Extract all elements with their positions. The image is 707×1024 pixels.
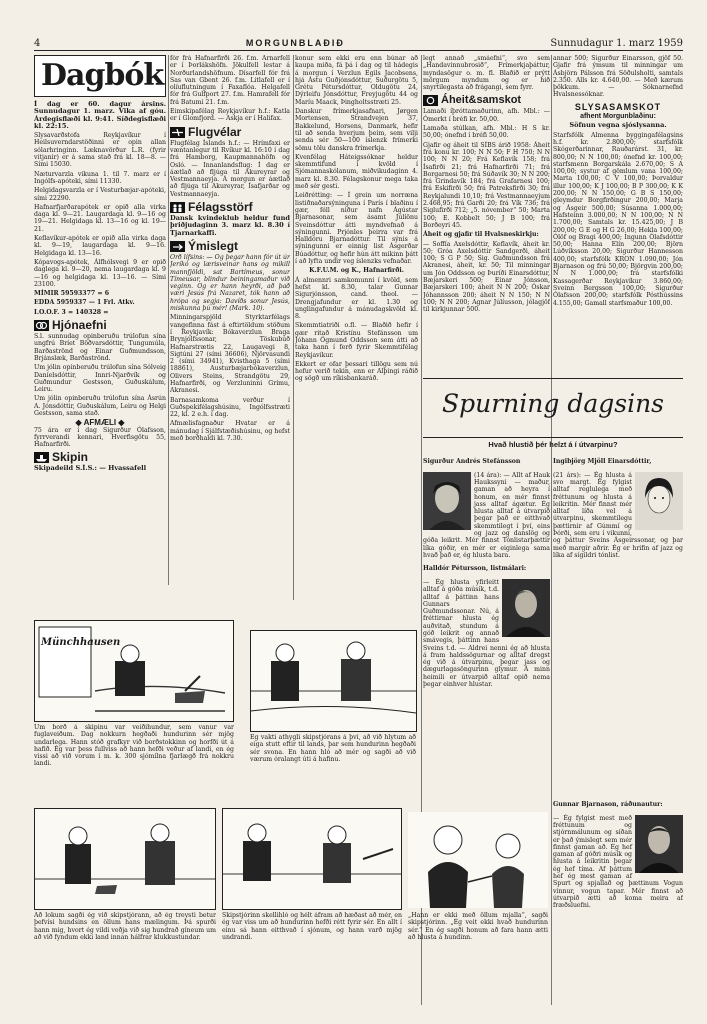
column-rule: [168, 55, 169, 585]
column-dagbok: [34, 55, 166, 585]
comic-panel-5: [408, 812, 548, 908]
answer3-text: (21 árs): — Ég hlusta á svo margt. Ég fylgist alltaf reglulega með fréttunum og hlusta á leikritin. Mér finnst mér alltaf líða vel á útvarpinu, skemmtilegu þættirnir af Gúmmí og Þórði, sem eru í vikunni, og þáttur Sveins Ásgeirssonar, og þar með margir aðrir. Ég er hrifin af jazz og líka af sígildri tónlist.: [553, 471, 683, 559]
people-icon: [170, 202, 185, 213]
slysasamskot-list: Starfsfólk Almenna byggingafélagsins h.f. kr. 2.800,00; starfsfólk Skógerðarinnar, Rauðarárst. 31, kr. 800,00; N N 100,00; ónefnd kr. 100,00; starfsmenn Borgarskála 2.670,00; S A 100,00; systur af gömlum vana 100,00; Marta 100,00; C V 100,00; Þorvaldur illur 100,00; K J 100,00; B P 300,00; K K 200,00; N N 150,00; G B S 150,00; gleymdur Borgfirðingur 200,00; Marja og Ásgeir 500,00; Súsanna 1.000,00; Hafsteinn 3.000,00; N N 100,00; N N 1.700,00; Samtals kr. 15.425,00; J B 200,00; G E og H G 26,00; Hekla 100,00; Ólöf og Bragi 400,00; Ingunn Ólafsdóttir 50,00; Hanna Elín 200,00; Björn Lúðvíksson 20,00; Sigurður Hannesson 400,00; starfsfólk KRON 1.090,00; Jón Bjarnason og frú 50,00; Björgvin 200,00; N N 1.000,00; frá starfsfólki Kassagerðar Reykjavíkur 3.860,00; Sveinn Bergsson 100,00; Sigurður Ólafsson 200,00; starfsfólk Pósthússins 4.155,00; Gamall starfsmaður 100,00.: [553, 131, 683, 307]
comic-drawing-1: [35, 621, 233, 721]
comic-panel-4: [222, 808, 402, 910]
felagsstorf-label: Félagsstörf: [188, 199, 253, 214]
skipadeild-continued: fór frá Hafnarfirði 26. f.m. Arnarfell er í Þorlákshöfn. Jökulfell lestar á Norðurlandshöfnum. Dísarfell fór frá Sas van Gbent 26. f.m. Litlafell er í olíuflutningum í Faxaflóa. Helgafell fór frá Gulfport 27. f.m. Hamrafell fór frá Batumi 21. f.m.: [170, 55, 290, 106]
hafnarfjordur-apotek: Hafnarfjarðarapótek er opið alla virka daga kl. 9—21. Laugardaga kl. 9—16 og 19—21. Helgidaga kl. 13—16 og kl. 19—21.: [34, 203, 166, 233]
column-rule: [551, 55, 552, 1005]
naeturvarsla: Næturvarzla vikuna 1. til 7. marz er í Ingólfs-apóteki, sími 11330.: [34, 170, 166, 185]
dagbok-title: Dagbók: [41, 58, 164, 94]
spurning-banner: [423, 378, 683, 438]
comic-caption-1: Um borð á skipinu var veiðihundur, sem vanur var fuglaveiðum. Dag nokkurn hegðaði hundurinn sér mjög undarlega. Hann stóð grafkyr við borðstokkinn og horfði út á hafið. Ég var þess fullviss að hann hefði veður af landi, en ég vissi að við vorum í m. k. 300 sjómílna fjarlægð frá nokkru landi.: [34, 724, 234, 768]
header-rule: [34, 50, 683, 51]
comic-title: Münchhausen: [41, 637, 121, 648]
col3-p1: konur sem ekki eru enn búnar að kaupa miða, fá þá í dag og til hádegis á morgun í Verzlun Egils Jacobsens, hjá Ástu Guðjónsdóttur, Suðurgötu 5, Grétu Pétursdóttur, Oldugötu 24, Dýrleifu Jónsdóttur, Freyjugötu 44 og Maríu Maack, Þingholtsstræti 25.: [295, 55, 418, 106]
hjonaefni-p3: Um jólin opinberuðu trúlofun sína Ásrún A. Jónsdóttir, Guðuskálum, Leiru og Helgi Gestsson, sama stað.: [34, 395, 166, 417]
mimir-notice: MÍMIR 59593377 = 6: [34, 290, 110, 298]
flugvelar-label: Flugvélar: [188, 124, 242, 139]
portrait-photo: [423, 472, 471, 530]
comic-caption-5: „Hann er ekki með öllum mjalla“, sagði skipstjórinn. „Ég veit ekki hvað hundurinn sér.“ En ég sagði honum að fara hann ætti að hlusta á hundinn.: [408, 912, 548, 941]
col3-p-last: Ekkert er ofar þessari tillögu sem nú hefur verið tekin, enn er Alþingi ráðið og sögð um ríkisbankaráð.: [295, 360, 418, 383]
airplane-icon: [170, 127, 185, 138]
dagbok-banner: [34, 55, 166, 97]
answer1-text: (14 ára): — Allt af Hauk Haukssyni — maður, gaman að heyra í honum, en mér finnst jass alltaf ágætur. Ég hlusta alltaf á útvarpið þegar það er eitthvað skemmtilegt í því, eins og jazz og danslög og góða leikrit. Mér finnst Tónlistarþættir líka góðir, en mér er eiginlega sama hvað það er, ég hlusta bara.: [423, 471, 550, 559]
column-aheit: [423, 55, 550, 373]
col4-p1: legt annað „smáefni“, svo sem „Handavinnubrosið“, Frímerkjaþáttur, myndasögur o. m. fl. Blaðið er prýtt mörgum myndum og er hið snyrtilegasta að frágangi, sem fyrr.: [423, 55, 550, 92]
afmaeli-label: AFMÆLI: [83, 418, 117, 428]
page-header: [34, 36, 683, 50]
aheit-label: Áheit&samskot: [441, 94, 522, 107]
hand-icon: [170, 241, 185, 252]
slysavardstofa: Slysavarðstofa Reykjavíkur í Heilsuverndarstöðinni er opin allan sólarhringinn. Læknavörður L.R. (fyrir vitjanir) er á sama stað frá kl. 18—8. — Sími 15030.: [34, 132, 166, 169]
afmaelisfagnadur-text: Afmælisfagnaður Hvatar er á mánudag í Sjálfstæðishúsinu, og hefst með borðhaldi kl. 7.30.: [170, 420, 290, 443]
hvalsneskirkja-text: — Soffía Axelsdóttir, Keflavík, áheit kr. 50; Gróa Axelsdóttir Sandgerði, áheit 100; S G P 50; Sig. Guðmundsson frá Akranesi, áheit, kr. 50; Til minningar um Jón Oddsson og Þuríði Einarsdóttur, Bæjarskeri 500; Einar Jónsson, Bæjarskeri 100; áheit N N 200; Óskar Jóhannsson 200; áheit N N 150; N N 100; N N 200; Agnar Júlíusson, jólagjöf til kirkjunnar 500.: [423, 240, 550, 314]
skipin-heading: [34, 452, 166, 463]
iof-notice: I.O.O.F. 3 = 140328 =: [34, 308, 109, 316]
hjonaefni-p2: Um jólin opinberuðu trúlofun sína Sólveig Daníelsdóttir, Innri-Njarðvík og Guðmundur Gestsson, Guðuskálum, Leiru.: [34, 364, 166, 394]
edda-notice: EDDA 5959337 — 1 Frl. Atkv.: [34, 299, 135, 307]
issue-date: Sunnudagur 1. marz 1959: [550, 37, 683, 49]
kfum-heading: K.F.U.M. og K., Hafnarfirði.: [309, 267, 404, 275]
answer2-text: — Ég hlusta yfirleitt alltaf á góða músík, t.d. alltaf á þáttinn hans Gunnars Guðmundssonar. Nú, á fréttirnar hlusta ég auðvitað, stundum á góð leikrit og annað smávegis, þáttinn hans Sveins t.d. — Aldrei nenni ég að hlusta á fram haldssögurnar og alltaf dregst ég við á útvarpinu, þegar jass og dægurlagasöngurinn glymur. Á minn heimili er útvarpið alltaf opið nema þegar einhver hlustar.: [423, 578, 550, 689]
rings-icon: [34, 320, 49, 331]
comic-caption-2: Ég vakti athygli skipstjórans á því, að við hlytum að eiga stutt eftir til lands, þar sem hundurinn hegðaði sér svona. En hann hló að mér og sagði að við værum óralangt úti á hafinu.: [250, 734, 416, 763]
minningarspjold-text: Minningarspjöld Styrktarfélags vangefinna fást á eftirtöldum stöðum í Reykjavík: Bókaverzlun Braga Brynjólfssonar, Töskubúð Hafnarstrætis 22, Laugavegi 8, Sigtúni 27 (sími 36606), Njörvasundi 2 (sími 34941), Kvisthaga 5 (sími 18861), Austurbæjarbókaverzlun, Olivers Steins, Strandgötu 29, Hafnarfirði, og Verzluninni Grímu, Akranesi.: [170, 314, 290, 395]
dagbok-intro: Í dag er 60. dagur ársins. Sunnudagur 1. marz. Vika af góu. Árdegisflæði kl. 9:41. Síðdegisflæði kl. 22:15.: [34, 100, 166, 130]
answer1-name: Sigurður Andrés Stefánsson: [423, 458, 521, 466]
afmaeli-text: 75 ára er í dag Sigurður Ólafsson, fyrrverandi kennari, Hverfisgötu 55, Hafnarfirði.: [34, 426, 166, 449]
comic-drawing-5: [408, 812, 548, 908]
answer4-name: Gunnar Bjarnason, ráðunautur:: [553, 801, 663, 809]
felagsstorf-heading: [170, 199, 290, 214]
woman-photo-icon: [635, 472, 683, 530]
comic-caption-4: Skipstjórinn skellihló og hélt áfram að hæðast að mér, en ég var viss um að hundurinn hefði rétt fyrir sér. En allt í einu sá hann eitthvað í sjónum, og hann varð mjög undrandi.: [222, 912, 402, 941]
spurning-column-left: [423, 452, 550, 787]
comic-panel-3: [34, 808, 216, 910]
col3-p2: Danskur frímerkjasafnari, Jørgen Mortensen, Strandvejen 37, Bakkelund, Horsens, Danmark, hefir til að senda hverjum þeim, sem vilji senda sér 50—100 íslenzk frímerki sömu tölu danskra frímerkja.: [295, 108, 418, 152]
comic-panel-1: [34, 620, 234, 722]
ymislegt-label: Ýmislegt: [188, 238, 239, 253]
spurning-question: Hvað hlustið þér helzt á í útvarpinu?: [488, 440, 618, 449]
spurning-title: Spurning dagsins: [442, 389, 664, 418]
kfum-text: Á almennri samkomunni í kvöld, sem hefst kl. 8.30, talar Gunnar Sigurjónsson, cand. theol. — Drengjafundur er kl. 1.30 og unglingafundur á mánudagskvöld kl. 8.: [295, 276, 418, 321]
hjonaefni-p1: S.l. sunnudag opinberuðu trúlofun sína ungfrú Bríet Böðvarsdóttir, Tungumúla, Barðaströnd og Einar Guðmundsson, Brjánslæk, Barðaströnd.: [34, 333, 166, 362]
afmaeli-heading: [34, 419, 166, 426]
answer2-name: Halldór Pétursson, listmálari:: [423, 565, 527, 573]
barnasamkoma-text: Barnasamkoma verður í Guðspekifélagshúsinu, Ingólfsstræti 22, kl. 2 e.h. í dag.: [170, 396, 290, 419]
diamond-icon: ◆: [116, 418, 125, 428]
column-misc: [295, 55, 418, 600]
hvalsneskirkja-heading: Áheit og gjafir til Hvalsneskirkju:: [423, 231, 539, 239]
gjafir-sibs-text: Gjafir og áheit til SÍBS árið 1958: Áheit frá konu kr. 100; N N 50; F H 750; N N 100; N N 20; Frá Keflavík 158; frá Ísafirði 21; frá Hafnarfirði 71; frá Borgarnesi 50; frá Súðavík 30; N N 200; frá Grindavík 184; frá Grafarnesi 100; frá Eskifirði 50; frá Patreksfirði 30; frá Reykjalundi 10,10; frá Vestmannaeyjum 2.468,95; frá Garði 20; frá Vík 736; frá Siglufirði 712; „5. nóvember“ 50; Marta 100; E. Kobbelt 50; J B 100; frá Borðeyri 45.: [423, 141, 550, 229]
hjonaefni-label: Hjónaefni: [52, 317, 107, 332]
comic-drawing-3: [35, 809, 215, 909]
kvenfelag-notice: Kvenfélag Háteigssóknar heldur skemmtifund í kvöld í Sjómannaskólanum, miðvikudaginn 4. marz kl. 8.30. Félagskonur mega taka með sér gesti.: [295, 153, 418, 191]
spurning-column-right: [553, 452, 683, 787]
column-notices: [170, 55, 290, 585]
column-rule: [293, 55, 294, 600]
comic-drawing-2: [251, 631, 416, 731]
comic-drawing-4: [223, 809, 401, 909]
column-slysasamskot: [553, 55, 683, 365]
flugvelar-heading: [170, 124, 290, 139]
spurning-column-bottom: [553, 795, 683, 1007]
helgidagsvarsla: Helgidagsvarzla er í Vesturbæjar-apóteki, sími 22290.: [34, 187, 166, 202]
slysasamskot-sub: afhent Morgunblaðinu:: [580, 113, 656, 121]
col5-p1: annar 500; Sigurður Einarsson, gjöf 50. Gjafir frá ýmsum til minningar um Ásbjörn Pálsson frá Söðulsholti, samtals 2.350. Alls kr. 4.640,00. — Með kærum þökkum. — Sóknarnefnd Hvalsnessóknar.: [553, 55, 683, 99]
portrait-photo: [635, 472, 683, 530]
flugvelar-text: Flugfélag Íslands h.f.: — Hrímfaxi er væntanlegur til Rvíkur kl. 16:10 í dag frá Hamborg, Kaupmannahöfn og Osló. — Innanlandsflug: Í dag er áætlað að fljúga til Akureyrar og Vestmannaeyja. Á morgun er áætlað að fljúga til Akureyrar, Ísafjarðar og Vestmannaeyja.: [170, 139, 290, 198]
masthead: MORGUNBLAÐIÐ: [245, 38, 345, 48]
boy-photo-icon: [423, 472, 471, 530]
lamadi-text: Lamaði íþróttamaðurinn, afh. Mbl.: — Ómerkt í bréfi kr. 50,00.: [423, 108, 550, 123]
answer4-text: — Ég fylgist mest með fréttunum og stjórnmálunum og síðan er það ýmislegt sem mér finnst gaman að. Ég hef gaman af góðri músík og hlusta á leikritin þegar ég hef tíma. Af þáttum hef ég mest gaman af Spurt og spjallað og þættinum Vogun vinnur, vogun tapar. Mér finnst að útvarpið ætti að koma meira af fræðsluefni.: [553, 814, 683, 910]
ship-icon: [34, 452, 49, 463]
portrait-photo: [502, 579, 550, 637]
leidretting-notice: Leiðrétting: — Í grein um norræna listiðnaðarsýninguna í París í blaðinu í gær, féll niður nafn Ágústar Bjarnasonar, sem ásamt Júlíönu Sveinsdóttur átti myndvefnað á sýningunni. Prjónles þeirra var frá Halldóru Bjarnadóttur. Til sýnis á sýningunni er einnig list Ásgerðar Búadóttur, og hefir hún átt mikinn þátt í að lyfta undir veg íslenzks vefnaðar.: [295, 192, 418, 266]
aheit-heading: [423, 95, 550, 106]
hjonaefni-heading: [34, 317, 166, 332]
ymislegt-text: Orð lífsins: — Og þegar hann fór út úr Jeríkó og lærisveinar hans og mikill mannfjöldi, sat Bartímeus, sonur Tímeusar, blindur beiningamaður við veginn. Og er hann heyrði, að það væri Jesús frá Nazaret, tók hann að hrópa og segja: Davíðs sonur Jesús, miskunna þú mér! (Mark. 10).: [170, 253, 290, 313]
man2-photo-icon: [635, 815, 683, 873]
col3-p-skemmtiatridi: Skemmtiatriði o.fl. — Blaðið hefir í gær ritað Kristínu Stefánsson um Jóhann Ögmund Oddsson sem átti að taka hann í ferð fyrir Skemmtifélag Reykjavíkur.: [295, 322, 418, 359]
skipin-label: Skipin: [52, 450, 89, 465]
slysasamskot-sub2: Söfnun vegna sjóslysanna.: [569, 121, 667, 130]
eimskip-notice: Eimskipafélag Reykjavíkur h.f.: Katla er í Glomfjord. — Askja er í Halifax.: [170, 108, 290, 123]
portrait-photo: [635, 815, 683, 873]
ymislegt-heading: [170, 238, 290, 253]
kopavogur-apotek: Kópavogs-apótek, Álfhólsvegi 9 er opið daglega kl. 9—20, nema laugardaga kl. 9—16 og helgidaga kl. 13—16. — Sími 23100.: [34, 258, 166, 288]
skipin-text: Skipadeild S.Í.S.: — Hvassafell: [34, 464, 147, 473]
keflavik-apotek: Keflavíkur-apótek er opið alla virka daga kl. 9—19, laugardaga kl. 9—16. Helgidaga kl. 13—16.: [34, 235, 166, 257]
answer3-name: Ingibjörg Mjöll Einarsdóttir,: [553, 458, 652, 466]
man-photo-icon: [502, 579, 550, 637]
comic-panel-2: [250, 630, 417, 732]
felagsstorf-text: Dansk kvindeklub heldur fund þriðjudaginn 3. marz kl. 8.30 í Tjarnarkaffi.: [170, 214, 290, 237]
slysasamskot-heading: SLYSASAMSKOT: [574, 101, 662, 112]
coins-icon: [423, 95, 438, 106]
page-number: 4: [34, 37, 41, 49]
lamada-stulkan-text: Lamaða stúlkan, afh. Mbl.: H S kr. 50,00; ónefnd í bréfi 50,00.: [423, 125, 550, 140]
comic-caption-3: Að lokum sagði ég við skipstjórann, að ég treysti betur þefvísi hundsins en öllum hans mælingum. Þá spurði hann mig, hvort ég vildi veðja við sig hundrað gíneum um að við fyndum ekki land innan hálfrar klukkustundar.: [34, 912, 216, 941]
diamond-icon: ◆: [75, 418, 84, 428]
